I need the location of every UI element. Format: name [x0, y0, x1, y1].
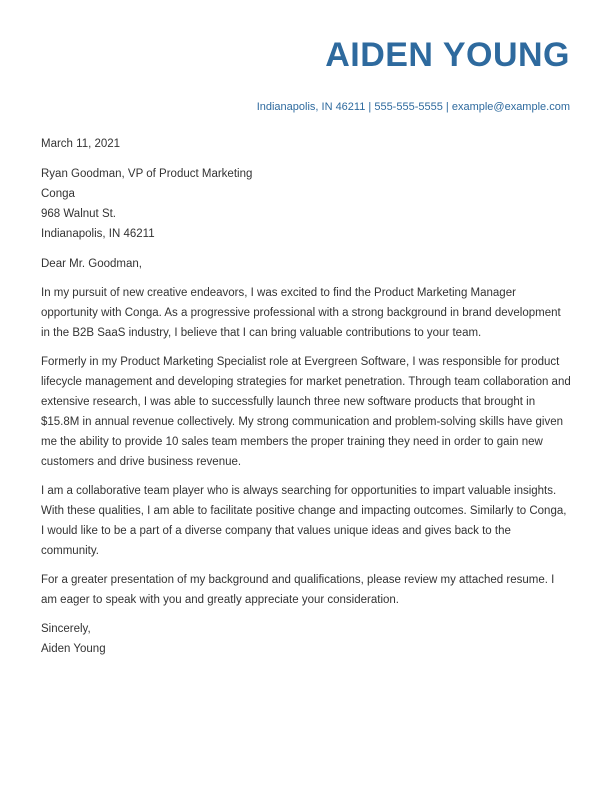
contact-separator: |: [445, 101, 449, 113]
recipient-company: Conga: [41, 188, 75, 200]
contact-email: example@example.com: [451, 101, 570, 113]
paragraph-opening: In my pursuit of new creative endeavors, I was excited to find the Product Marketing Manager opportunity with Conga. As a progressive professional with a strong background in brand development in the B2B SaaS industry, I believe that I can bring valuable contributions to your team.: [41, 287, 561, 339]
recipient-name-title: Ryan Goodman, VP of Product Marketing: [41, 168, 253, 180]
paragraph-experience: Formerly in my Product Marketing Specialist role at Evergreen Software, I was responsible for product lifecycle management and developing strategies for market penetration. Through team collaboration and extensive research, I was able to successfully launch three new software products that brought in $15.8M in annual revenue collectively. My strong communication and problem-solving skills have given me the ability to provide 10 sales team members the proper training they need in order to gain new customers and drive business revenue.: [41, 356, 571, 468]
applicant-name-heading: AIDEN YOUNG: [325, 36, 570, 74]
contact-phone: 555-555-5555: [374, 101, 443, 113]
contact-info-line: [257, 101, 570, 113]
contact-separator: |: [368, 101, 372, 113]
recipient-address-block: [41, 164, 571, 244]
closing-phrase: Sincerely,: [41, 623, 91, 635]
letter-date: March 11, 2021: [41, 138, 121, 150]
recipient-street: 968 Walnut St.: [41, 208, 117, 220]
recipient-city-state-zip: Indianapolis, IN 46211: [41, 228, 155, 240]
paragraph-closing: For a greater presentation of my background and qualifications, please review my attached resume. I am eager to speak with you and greatly appreciate your consideration.: [41, 574, 555, 606]
contact-location: Indianapolis, IN 46211: [256, 101, 366, 113]
paragraph-qualities: I am a collaborative team player who is always searching for opportunities to impart valuable insights. With these qualities, I am able to facilitate positive change and impacting outcomes. Similarly to Conga, I would like to be a part of a diverse company that values unique ideas and gives back to the community.: [41, 485, 567, 557]
signature-name: Aiden Young: [41, 643, 106, 655]
letter-body: [41, 134, 571, 659]
salutation: Dear Mr. Goodman,: [41, 258, 142, 270]
